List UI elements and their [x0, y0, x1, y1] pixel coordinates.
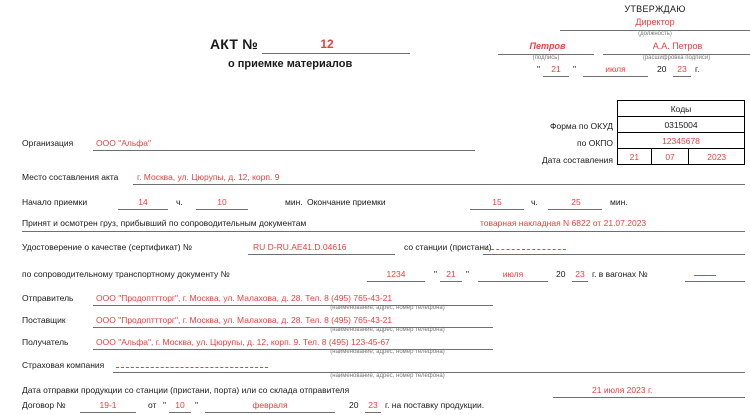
approval-name-value[interactable]: А.А. Петров — [652, 41, 703, 51]
codes-okpo-label: по ОКПО — [577, 138, 613, 148]
contract-number[interactable]: 19-1 — [99, 400, 117, 410]
page-title-rule — [262, 53, 410, 54]
approval-signature-value[interactable]: Петров — [529, 41, 566, 51]
acceptance-start-hours-rule — [118, 209, 168, 210]
contract-quote-open: " — [163, 400, 167, 410]
contract-quote-close: " — [195, 400, 199, 410]
party-value-recipient[interactable]: ООО "Альфа", г. Москва, ул. Цюрупы, д. 12, корп. 9. Тел. 8 (495) 123-45-67 — [96, 337, 390, 347]
transport-number-rule — [367, 281, 425, 282]
acceptance-end-minutes-unit: мин. — [610, 197, 628, 207]
acceptance-minutes-unit: мин. — [285, 197, 303, 207]
transport-year-suffix: г. в вагонах № — [592, 269, 648, 279]
acceptance-start-hours[interactable]: 14 — [138, 197, 148, 207]
place-value[interactable]: г. Москва, ул. Цюрупы, д. 12, корп. 9 — [137, 172, 280, 182]
organization-value[interactable]: ООО "Альфа" — [96, 138, 152, 148]
party-caption-recipient: (наименование, адрес, номер телефона) — [330, 349, 445, 355]
acceptance-start-minutes[interactable]: 10 — [217, 197, 227, 207]
contract-month[interactable]: февраля — [252, 400, 288, 410]
contract-day-rule — [169, 412, 191, 413]
table-row — [618, 101, 745, 117]
transport-year-rule — [572, 281, 588, 282]
party-label-recipient: Получатель — [22, 337, 69, 347]
certificate-station-placeholder[interactable] — [486, 249, 566, 250]
approval-quote-close: " — [573, 64, 577, 74]
codes-okud-label: Форма по ОКУД — [550, 121, 613, 131]
transport-day-rule — [440, 281, 462, 282]
table-row — [618, 149, 745, 165]
codes-date-label: Дата составления — [541, 155, 613, 165]
contract-day[interactable]: 10 — [175, 400, 185, 410]
acceptance-end-minutes-rule — [548, 209, 602, 210]
approval-position-caption: (должность) — [638, 31, 672, 37]
page-title-number[interactable]: 12 — [320, 37, 334, 51]
contract-number-rule — [80, 412, 136, 413]
party-caption-supplier: (наименование, адрес, номер телефона) — [330, 327, 445, 333]
place-rule — [133, 184, 745, 185]
codes-date-year[interactable]: 2023 — [689, 149, 745, 165]
page-subtitle: о приемке материалов — [228, 58, 353, 70]
transport-month-rule — [478, 281, 548, 282]
contract-label: Договор № — [22, 400, 66, 410]
place-label: Место составления акта — [22, 172, 119, 182]
acceptance-start-minutes-rule — [196, 209, 248, 210]
shipment-value[interactable]: 21 июля 2023 г. — [592, 385, 653, 395]
acceptance-end-hours-rule — [470, 209, 524, 210]
acceptance-end-hours[interactable]: 15 — [492, 197, 502, 207]
approval-year-value[interactable]: 23 — [677, 64, 687, 74]
transport-quote-close: " — [466, 269, 470, 279]
codes-okpo-value[interactable]: 12345678 — [618, 133, 745, 149]
approval-year-prefix: 20 — [657, 64, 667, 74]
contract-from-label: от — [148, 400, 157, 410]
organization-rule — [93, 150, 475, 151]
insurance-placeholder[interactable] — [116, 367, 268, 368]
certificate-label: Удостоверение о качестве (сертификат) № — [22, 242, 193, 252]
page-title-prefix: АКТ № — [210, 36, 259, 52]
contract-month-rule — [205, 412, 335, 413]
party-value-sender[interactable]: ООО "Продопттторг", г. Москва, ул. Малахова, д. 28. Тел. 8 (495) 765-43-21 — [96, 293, 393, 303]
transport-number[interactable]: 1234 — [386, 269, 406, 279]
certificate-value[interactable]: RU D-RU.AE41.D.04616 — [253, 242, 347, 252]
approval-name-caption: (расшифровка подписи) — [642, 55, 711, 61]
approval-position-value[interactable]: Директор — [635, 17, 675, 27]
approval-month-value[interactable]: июля — [605, 64, 626, 74]
acceptance-start-label: Начало приемки — [22, 197, 88, 207]
contract-year-rule — [365, 412, 381, 413]
acceptance-hours-unit: ч. — [176, 197, 183, 207]
certificate-station-rule — [483, 254, 745, 255]
cargo-label: Принят и осмотрен груз, прибывший по сопроводительным документам — [22, 218, 307, 228]
transport-day[interactable]: 21 — [446, 269, 456, 279]
acceptance-end-minutes[interactable]: 25 — [571, 197, 581, 207]
transport-wagon-placeholder[interactable] — [694, 275, 716, 276]
table-row — [618, 133, 745, 149]
cargo-rule — [22, 231, 745, 232]
codes-table-header: Коды — [618, 101, 745, 117]
certificate-rule — [248, 254, 395, 255]
codes-table — [617, 100, 745, 165]
table-row — [618, 117, 745, 133]
approval-signature-caption: (подпись) — [532, 55, 560, 61]
insurance-label: Страховая компания — [22, 360, 105, 370]
transport-year[interactable]: 23 — [575, 269, 585, 279]
transport-label: по сопроводительному транспортному документу № — [22, 269, 230, 279]
transport-quote-open: " — [434, 269, 438, 279]
codes-date-day[interactable]: 21 — [618, 149, 652, 165]
party-value-supplier[interactable]: ООО "Продопттторг", г. Москва, ул. Малахова, д. 28. Тел. 8 (495) 765-43-21 — [96, 315, 393, 325]
insurance-caption: (наименование, адрес, номер телефона) — [330, 373, 445, 379]
transport-year-prefix: 20 — [556, 269, 566, 279]
approval-heading: УТВЕРЖДАЮ — [624, 4, 686, 14]
contract-tail: г. на поставку продукции. — [385, 400, 485, 410]
approval-day-value[interactable]: 21 — [551, 64, 561, 74]
contract-year-prefix: 20 — [349, 400, 359, 410]
transport-wagon-rule — [685, 281, 745, 282]
shipment-rule — [553, 397, 745, 398]
approval-month-rule — [583, 76, 648, 77]
approval-quote-open: " — [537, 64, 541, 74]
approval-year-rule — [673, 76, 691, 77]
party-caption-sender: (наименование, адрес, номер телефона) — [330, 305, 445, 311]
acceptance-end-hours-unit: ч. — [531, 197, 538, 207]
contract-year[interactable]: 23 — [368, 400, 378, 410]
codes-okud-value[interactable]: 0315004 — [618, 117, 745, 133]
cargo-value[interactable]: товарная накладная N 6822 от 21.07.2023 — [480, 218, 647, 228]
certificate-station-label: со станции (пристани) — [404, 242, 492, 252]
transport-month[interactable]: июля — [502, 269, 524, 279]
codes-date-month[interactable]: 07 — [651, 149, 689, 165]
approval-year-suffix: г. — [695, 64, 700, 74]
shipment-label: Дата отправки продукции со станции (пристани, порта) или со склада отправителя — [22, 385, 350, 395]
acceptance-end-label: Окончание приемки — [307, 197, 386, 207]
party-label-sender: Отправитель — [22, 293, 74, 303]
party-label-supplier: Поставщик — [22, 315, 66, 325]
approval-day-rule — [543, 76, 569, 77]
organization-label: Организация — [22, 138, 74, 148]
